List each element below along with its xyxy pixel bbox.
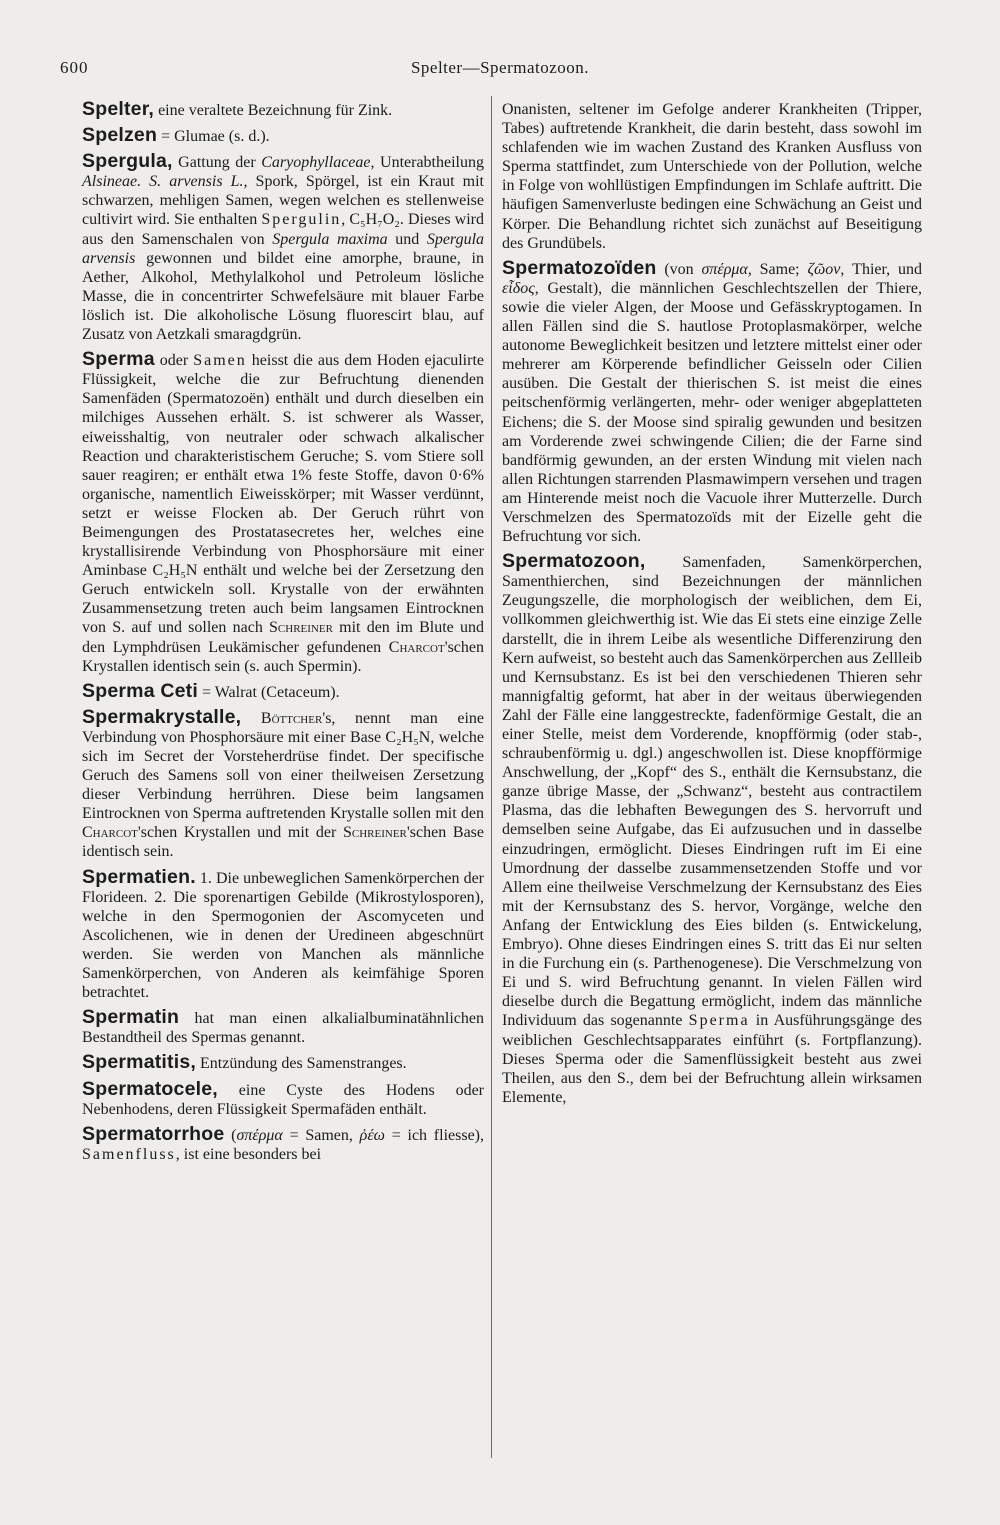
entry-spermatorrhoe-cont [502, 100, 922, 253]
entry-text: σπέρμα [701, 260, 748, 278]
entry-spermatin [82, 1008, 484, 1047]
entry-text: hat man einen alkalialbuminatähnlichen Bestandtheil des Spermas genannt. [82, 1010, 484, 1047]
entry-spermatorrhoe [82, 1122, 485, 1164]
entry-text: eine Cyste des Hodens oder Nebenhodens, deren Flüssigkeit Spermafäden enthält. [82, 1081, 484, 1118]
entry-spermatien [82, 865, 484, 1003]
entry-spelter [82, 100, 484, 120]
entry-text: = ich fliesse), [384, 1126, 485, 1144]
entry-text: Schreiner [269, 619, 333, 637]
entry-text: Onanisten, seltener im Gefolge anderer Krankheiten (Tripper, Tabes) auftretende Krankheit, die darin besteht, dass sowohl im schlafenden wie im wachen Zustand des Kranken Ausfluss von Sperma stattfindet, zum Unterschiede von der Pollution, welche in Folge von wohllüstigen Empfindungen im Schlafe auftritt. Die häufigen Samenverluste bedingen eine Schwächung an Geist und Körper. Die Behandlung richtet sich zunächst auf Beseitigung des Grundübels. [502, 101, 922, 252]
entry-headword: Spermatin [82, 1006, 180, 1029]
entry-headword: Spermatorrhoe [82, 1122, 225, 1145]
entry-text: Spork, Spörgel, ist ein Kraut mit schwarzen, mehligen Samen, wegen welchen es stellenweise cultivirt wird. Sie enthalten [82, 173, 484, 229]
entry-text: ( [224, 1126, 237, 1144]
entry-text: = Walrat (Cetaceum). [198, 683, 340, 701]
entry-text: heisst die aus dem Hoden ejaculirte Flüssigkeit, welche die zur Befruchtung dienenden Samenfäden (Spermatozoën) enthält und durch dieselben ein milchiges Aussehen erhält. S. ist schwerer als Wasser, eiweisshaltig, von neutraler oder schwach alkalischer Reaction und charakteristischem Geruche; S. vom Stiere soll sauer reagiren; er enthält etwa 1% feste Stoffe, davon 0·6% organische, namentlich Eiweisskörper; mit Wasser verdünnt, setzt er weisse Flocken ab. Der Geruch rührt von Beimengungen des Prostatasecretes her, welches eine krystallisirende Verbindung von Phosphorsäure mit einer Aminbase C₂H₅N enthält und welche bei der Zersetzung den Geruch entwickeln soll. Krystalle von der erwähnten Zusammensetzung treten auch beim langsamen Eintrocknen von S. auf und sollen nach [82, 352, 484, 637]
page-number: 600 [60, 58, 89, 77]
entry-text: Unterabtheilung [374, 154, 484, 172]
entry-headword: Spermakrystalle, [82, 705, 242, 728]
page-header [0, 58, 1000, 82]
entry-spermatocele [82, 1077, 484, 1119]
entry-text: Schreiner [343, 824, 407, 842]
entry-text: Sperma [688, 1012, 750, 1030]
entry-text: 's, nennt man eine Verbindung von Phosphorsäure mit einer Base C₂H₅N, welche sich im Secret der Vorsteherdrüse findet. Der specifische Geruch des Samens soll von einer theilweisen Zersetzung dieser Verbindung herrühren. Diese beim langsamen Eintrocknen von Sperma auftretenden Krystalle sollen mit den [82, 709, 484, 823]
entry-text: = Samen, [282, 1126, 360, 1144]
entry-text: Samenfaden, Samenkörperchen, Samenthierchen, sind Bezeichnungen der männlichen Zeugungszelle, die morphologisch der weiblichen, dem Ei, vollkommen gleichwerthig ist. Wie das Ei stets eine einzige Zelle darstellt, die in ihrem Leibe als wesentliche Differenzirung den Kern aufweist, so besteht auch das Samenkörperchen aus Zellleib und Kernsubstanz. Es ist bei den verschiedenen Thieren sehr mannigfaltig geformt, hat aber in der weitaus überwiegenden Zahl der Fälle eine langgestreckte, fadenförmige Gestalt, die an einer Stelle, meist dem Vorderende, knopfförmig (oder stab-, schraubenförmig u. dgl.) angeschwollen ist. Diese knopfförmige Anschwellung, der „Kopf“ des S., enthält die Kernsubstanz, die ganze übrige Masse, der „Schwanz“, besteht aus contractilem Plasma, das die lebhaften Bewegungen des S. hervorruft und demselben seine Aufgabe, das Ei aufzusuchen und in dasselbe einzudringen, ermöglicht. Dieses Eindringen ruft im Ei eine Umordnung der dasselbe zusammensetzenden Stoffe und vor Allem eine theilweise Verschmelzung der Kernsubstanz des Eies mit der Kernsubstanz des S. hervor, Vorgänge, welche den Anfang der Entwicklung des Eies bilden (s. Entwickelung, Embryo). Ohne dieses Eindringen eines S. tritt das Ei nur selten in die Furchung ein (s. Parthenogenese). Die Verschmelzung von Ei und S. wird Befruchtung genannt. In vielen Fällen wird dieselbe durch die Begattung ermöglicht, indem das männliche Individuum das sogenannte [502, 554, 922, 1030]
entry-text: in Ausführungsgänge des weiblichen Geschlechtsapparates einführt (s. Fortpflanzung). Dieses Sperma oder die Samenflüssigkeit besteht aus zwei Theilen, aus den S., dem bei der Befruchtung allein wirksamen Elemente, [502, 1012, 923, 1106]
entry-text: 'schen Krystallen und mit der [137, 824, 343, 842]
entry-headword: Spermatocele, [82, 1077, 218, 1100]
entry-text: mit den im Blute und den Lymphdrüsen Leukämischer gefundenen [82, 619, 484, 656]
entry-text: σπέρμα [236, 1126, 283, 1144]
entry-headword: Sperma Ceti [82, 679, 198, 702]
entry-headword: Spermatozoïden [502, 256, 657, 279]
entry-text: εἶδος [502, 279, 535, 297]
right-column [502, 100, 922, 1107]
entry-text: eine veraltete Bezeichnung für Zink. [154, 102, 393, 119]
entry-text: Alsineae. S. arvensis L., [82, 173, 248, 191]
entry-text: Samen [193, 352, 247, 370]
entry-spermatozoiden [502, 256, 923, 546]
entry-sperma-ceti [82, 679, 484, 702]
entry-headword: Sperma [82, 348, 155, 371]
entry-text: Charcot [82, 824, 138, 842]
entry-text: ζῶον [807, 260, 841, 278]
entry-text: , ist eine besonders bei [175, 1145, 322, 1163]
left-column [82, 100, 484, 1164]
entry-text: und [387, 230, 427, 248]
entry-text: , Gestalt), die männlichen Geschlechtszellen der Thiere, sowie die vieler Algen, der Moose und Gefässkryptogamen. In allen Fällen sind die S. hautlose Protoplasmakörper, welche autonome Beweglichkeit besitzen und letztere mittelst einer oder mehrerer am Körperende befindlicher Geisseln oder Cilien ausüben. Die Gestalt der thierischen S. ist meist die eines peitschenförmig verlängerten, mehr- oder weniger abgeplatteten Eichens; die S. der Moose sind spiralig gewunden und besitzen am Vorderende zwei schwingende Cilien; die der Farne sind bandförmig gewunden, an der ersten Windung mit vielen nach allen Richtungen starrenden Plasmawimpern versehen und tragen am Hinterende meist noch die Vacuole ihrer Mutterzelle. Durch Verschmelzen des Spermatozoïds mit der Eizelle geht die Befruchtung vor sich. [502, 279, 922, 546]
entry-text: 1. Die unbeweglichen Samenkörperchen der Florideen. 2. Die sporenartigen Gebilde (Mikrostylosporen), welche in den Spermogonien der Ascomyceten und Ascolichenen, wie in denen der Uredineen abgeschnürt werden. Sie werden von Manchen als männliche Samenkörperchen, von Anderen als keimfähige Sporen betrachtet. [82, 869, 484, 1002]
entry-text: Spergula maxima [272, 230, 388, 248]
entry-spermatozoon [502, 552, 922, 1107]
entry-text: , C₅H₇O₂. Dieses wird aus den Samenschalen von [82, 211, 485, 248]
entry-spermakrystalle [82, 705, 484, 862]
entry-headword: Spermatien. [82, 865, 196, 888]
entry-text: (von [656, 260, 702, 278]
entry-spermatitis [82, 1053, 484, 1073]
entry-text: 'schen Krystallen identisch sein (s. auch Spermin). [82, 638, 484, 675]
entry-spergula [82, 152, 484, 344]
entry-text: , Thier, und [840, 260, 923, 278]
running-title: Spelter—Spermatozoon. [410, 58, 590, 77]
entry-text: Caryophyllaceae, [261, 154, 375, 172]
entry-text: Entzündung des Samenstranges. [196, 1055, 407, 1073]
entry-sperma [82, 350, 484, 676]
entry-headword: Spermatitis, [82, 1051, 197, 1074]
entry-text: Spergula arvensis [82, 230, 485, 267]
entry-text: gewonnen und bildet eine amorphe, braune, in Aether, Alkohol, Methylalkohol und Petroleum lösliche Masse, die in concentrirter Schwefelsäure mit blauer Farbe löslich ist. Die alkoholische Lösung fluorescirt blau, auf Zusatz von Aetzkali smaragdgrün. [82, 249, 484, 344]
entry-text: Böttcher [260, 709, 323, 727]
entry-text: oder [154, 352, 194, 370]
entry-text: ῥέω [359, 1126, 385, 1144]
entry-text [241, 710, 261, 727]
entry-text: Gattung der [172, 154, 262, 172]
entry-text: Samenfluss [82, 1145, 176, 1163]
entry-headword: Spelter, [82, 98, 155, 120]
entry-text: Spergulin [261, 211, 342, 229]
entry-text: Charcot [388, 638, 445, 656]
column-divider [491, 96, 492, 1458]
entry-text: , Same; [747, 260, 808, 278]
entry-headword: Spermatozoon, [502, 550, 646, 573]
entry-text: 'schen Base identisch sein. [82, 824, 484, 861]
entry-headword: Spergula, [82, 150, 173, 173]
entry-spelzen [82, 126, 484, 146]
entry-headword: Spelzen [82, 124, 158, 147]
entry-text: = Glumae (s. d.). [157, 128, 270, 146]
